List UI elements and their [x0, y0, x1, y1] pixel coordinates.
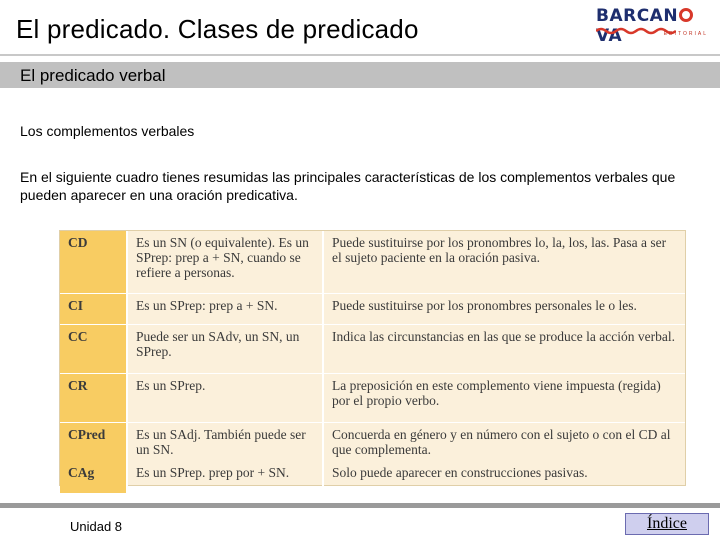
section-title: El predicado verbal — [20, 66, 166, 85]
intro-paragraph: En el siguiente cuadro tienes resumidas las principales características de los complementos verbales que pueden aparecer en una oración predicativa. — [20, 169, 676, 203]
row-abbr: CR — [60, 374, 127, 423]
table-row — [60, 374, 685, 423]
row-definition: Es un SAdj. También puede ser un SN. — [127, 423, 323, 462]
title-divider — [0, 54, 720, 56]
barcanova-logo — [596, 6, 712, 46]
page-title: El predicado. Clases de predicado — [16, 14, 419, 44]
row-notes: Puede sustituirse por los pronombres lo, la, los, las. Pasa a ser el sujeto paciente en la oración pasiva. — [323, 231, 685, 294]
row-abbr: CPred — [60, 423, 127, 462]
index-button[interactable]: Índice — [625, 513, 709, 535]
row-definition: Es un SPrep. — [127, 374, 323, 423]
subheading: Los complementos verbales — [20, 123, 195, 139]
logo-text-left: BARCAN — [596, 6, 679, 26]
table-row — [60, 423, 685, 462]
row-notes: Indica las circunstancias en las que se produce la acción verbal. — [323, 325, 685, 374]
logo-text-right: VA — [596, 26, 623, 46]
logo-o-icon — [679, 8, 693, 22]
row-abbr: CI — [60, 294, 127, 325]
row-abbr: CC — [60, 325, 127, 374]
row-notes: Puede sustituirse por los pronombres personales le o les. — [323, 294, 685, 325]
row-definition: Puede ser un SAdv, un SN, un SPrep. — [127, 325, 323, 374]
row-abbr: CD — [60, 231, 127, 294]
table-row — [60, 294, 685, 325]
row-notes: La preposición en este complemento viene impuesta (regida) por el propio verbo. — [323, 374, 685, 423]
table-row — [60, 461, 685, 494]
table-row — [60, 325, 685, 374]
complements-table — [59, 230, 686, 486]
row-notes: Concuerda en género y en número con el sujeto o con el CD al que complementa. — [332, 427, 671, 457]
unit-label: Unidad 8 — [70, 519, 123, 534]
logo-subtitle: EDITORIAL — [663, 31, 708, 37]
row-abbr: CAg — [60, 461, 127, 494]
footer-divider — [0, 503, 720, 508]
table-row — [60, 231, 685, 294]
row-notes: Solo puede aparecer en construcciones pasivas. — [323, 461, 685, 494]
row-definition: Es un SN (o equivalente). Es un SPrep: prep a + SN, cuando se refiere a personas. — [127, 231, 323, 294]
row-definition: Es un SPrep: prep a + SN. — [127, 294, 323, 325]
row-definition: Es un SPrep. prep por + SN. — [127, 461, 323, 494]
